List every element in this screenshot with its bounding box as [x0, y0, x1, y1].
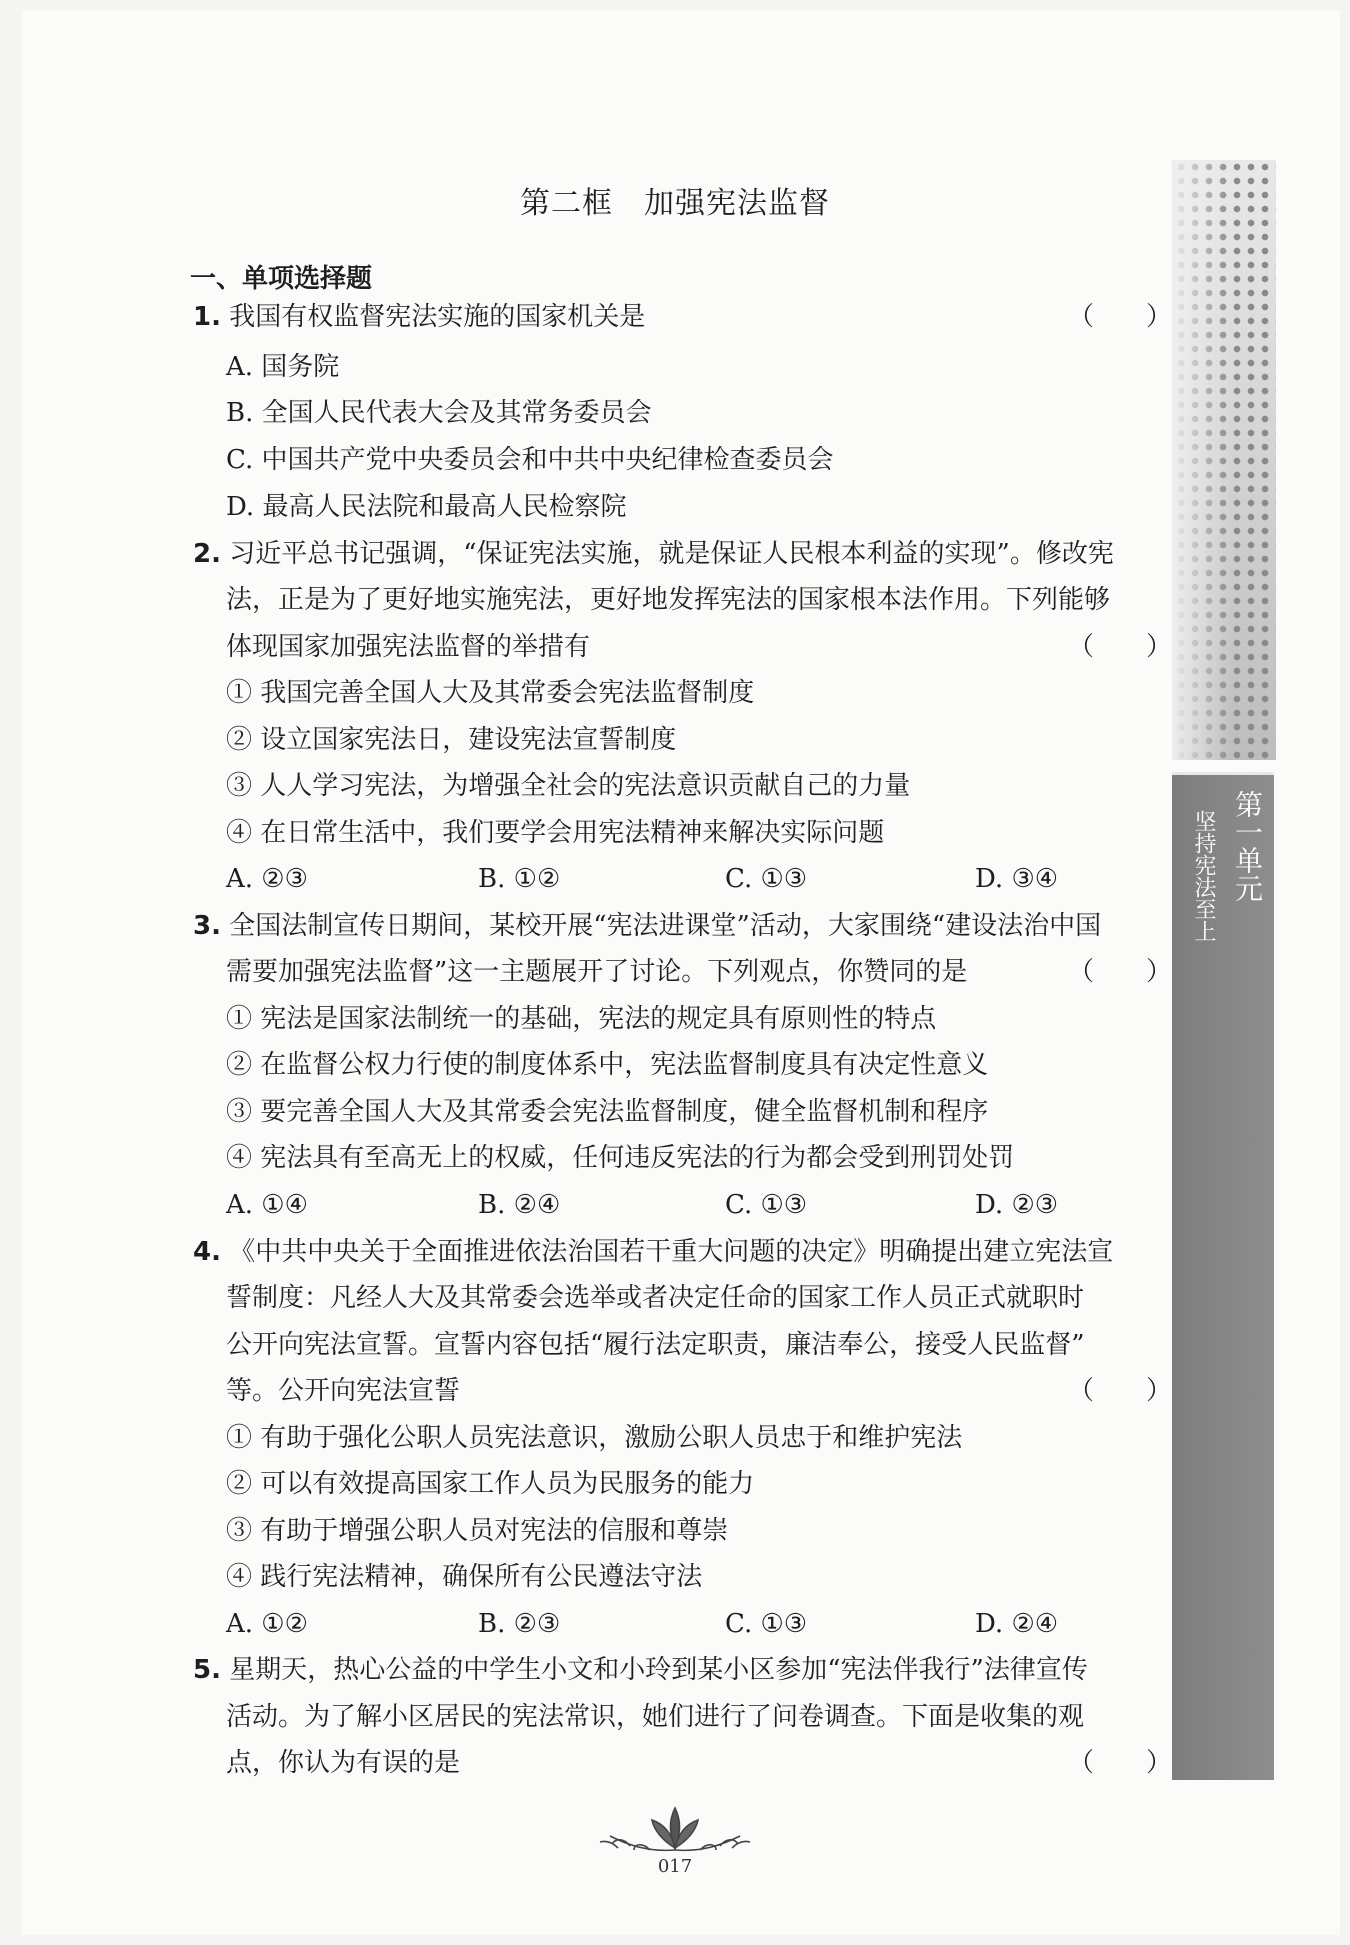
- page-number: 017: [657, 1856, 693, 1877]
- question-number: 5.: [193, 1655, 221, 1685]
- section-heading: 一、单项选择题: [190, 264, 373, 294]
- footer-ornament-icon: [590, 1800, 760, 1860]
- choice-b: B. ②④: [478, 1190, 561, 1220]
- question-text: 习近平总书记强调，“保证宪法实施，就是保证人民根本利益的实现”。修改宪: [229, 539, 1114, 569]
- statement-3: ③ 有助于增强公职人员对宪法的信服和尊崇: [226, 1516, 729, 1546]
- question-text: 我国有权监督宪法实施的国家机关是: [229, 302, 646, 332]
- answer-paren: （ ）: [1068, 1376, 1173, 1406]
- choice-a: A. ②③: [226, 864, 308, 894]
- question-number: 3.: [193, 911, 221, 941]
- answer-paren: （ ）: [1068, 302, 1173, 332]
- question-text: 《中共中央关于全面推进依法治国若干重大问题的决定》明确提出建立宪法宣: [229, 1237, 1114, 1267]
- statement-2: ② 设立国家宪法日，建设宪法宣誓制度: [226, 725, 677, 755]
- choice-b: B. ②③: [478, 1609, 561, 1639]
- choice-a: A. ①④: [226, 1190, 308, 1220]
- question-text-line: 体现国家加强宪法监督的举措有: [226, 632, 591, 662]
- question-text-line: 誓制度：凡经人大及其常委会选举或者决定任命的国家工作人员正式就职时: [226, 1283, 1085, 1313]
- question-number: 4.: [193, 1237, 221, 1267]
- choice-d: D. ③④: [975, 864, 1059, 894]
- statement-1: ① 有助于强化公职人员宪法意识，激励公职人员忠于和维护宪法: [226, 1423, 963, 1453]
- question-text-line: 等。公开向宪法宣誓: [226, 1376, 461, 1406]
- question-4: [193, 1235, 1113, 1269]
- choice-b: B. ①②: [478, 864, 561, 894]
- statement-2: ② 在监督公权力行使的制度体系中，宪法监督制度具有决定性意义: [226, 1050, 989, 1080]
- option-a: A. 国务院: [226, 352, 340, 382]
- choice-d: D. ②④: [975, 1609, 1059, 1639]
- option-b: B. 全国人民代表大会及其常务委员会: [226, 398, 652, 428]
- question-text-line: 公开向宪法宣誓。宣誓内容包括“履行法定职责，廉洁奉公，接受人民监督”: [226, 1330, 1085, 1360]
- choice-c: C. ①③: [725, 864, 808, 894]
- statement-1: ① 我国完善全国人大及其常委会宪法监督制度: [226, 678, 755, 708]
- question-number: 2.: [193, 539, 221, 569]
- question-text-line: 活动。为了解小区居民的宪法常识，她们进行了问卷调查。下面是收集的观: [226, 1702, 1085, 1732]
- choice-d: D. ②③: [975, 1190, 1059, 1220]
- sidebar-unit-label: 第一单元: [1231, 790, 1264, 902]
- statement-4: ④ 宪法具有至高无上的权威，任何违反宪法的行为都会受到刑罚处罚: [226, 1143, 1015, 1173]
- answer-paren: （ ）: [1068, 1748, 1173, 1778]
- question-text: 全国法制宣传日期间，某校开展“宪法进课堂”活动，大家围绕“建设法治中国: [229, 911, 1102, 941]
- sidebar-pattern-fade: [1172, 160, 1232, 760]
- statement-4: ④ 在日常生活中，我们要学会用宪法精神来解决实际问题: [226, 818, 885, 848]
- statement-3: ③ 人人学习宪法，为增强全社会的宪法意识贡献自己的力量: [226, 771, 911, 801]
- question-5: [193, 1653, 1088, 1687]
- question-text-line: 点，你认为有误的是: [226, 1748, 461, 1778]
- question-1: [193, 300, 645, 334]
- choice-c: C. ①③: [725, 1190, 808, 1220]
- question-2: [193, 537, 1114, 571]
- statement-4: ④ 践行宪法精神，确保所有公民遵法守法: [226, 1562, 703, 1592]
- question-text-line: 法，正是为了更好地实施宪法，更好地发挥宪法的国家根本法作用。下列能够: [226, 585, 1111, 615]
- sidebar-unit-subtitle: 坚持宪法至上: [1191, 810, 1216, 942]
- answer-paren: （ ）: [1068, 957, 1173, 987]
- answer-paren: （ ）: [1068, 632, 1173, 662]
- statement-3: ③ 要完善全国人大及其常委会宪法监督制度，健全监督机制和程序: [226, 1097, 989, 1127]
- question-text-line: 需要加强宪法监督”这一主题展开了讨论。下列观点，你赞同的是: [226, 957, 968, 987]
- choice-c: C. ①③: [725, 1609, 808, 1639]
- question-3: [193, 909, 1101, 943]
- statement-1: ① 宪法是国家法制统一的基础，宪法的规定具有原则性的特点: [226, 1004, 937, 1034]
- option-c: C. 中国共产党中央委员会和中共中央纪律检查委员会: [226, 445, 834, 475]
- choice-a: A. ①②: [226, 1609, 308, 1639]
- option-d: D. 最高人民法院和最高人民检察院: [226, 492, 627, 522]
- statement-2: ② 可以有效提高国家工作人员为民服务的能力: [226, 1469, 755, 1499]
- question-number: 1.: [193, 302, 221, 332]
- question-text: 星期天，热心公益的中学生小文和小玲到某小区参加“宪法伴我行”法律宣传: [229, 1655, 1088, 1685]
- page-title: 第二框 加强宪法监督: [520, 186, 830, 221]
